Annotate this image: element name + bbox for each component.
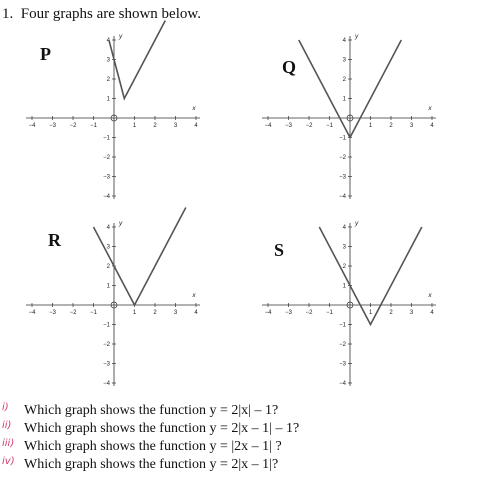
x-tick-label: 4 bbox=[194, 123, 198, 129]
question-list bbox=[0, 402, 477, 474]
x-tick-label: −2 bbox=[69, 310, 77, 316]
y-tick-label: 2 bbox=[342, 77, 346, 83]
handwritten-mark: iii) bbox=[2, 438, 15, 449]
y-tick-label: 1 bbox=[342, 283, 346, 290]
y-tick-label: −1 bbox=[103, 322, 110, 329]
x-axis-label: x bbox=[428, 105, 432, 112]
graph-label: R bbox=[48, 230, 61, 250]
x-tick-label: −4 bbox=[28, 123, 36, 129]
question-item bbox=[0, 420, 477, 438]
x-tick-label: 3 bbox=[173, 123, 178, 129]
question-item bbox=[0, 456, 477, 474]
question-text: Which graph shows the function y = |2x – 1| ? bbox=[24, 439, 282, 454]
x-tick-label: 2 bbox=[153, 123, 157, 129]
y-tick-label: 2 bbox=[106, 77, 110, 83]
y-tick-label: 4 bbox=[342, 38, 346, 44]
x-tick-label: −1 bbox=[90, 310, 97, 316]
graph-label: P bbox=[40, 44, 51, 64]
y-tick-label: −1 bbox=[339, 135, 346, 142]
y-tick-label: 3 bbox=[106, 244, 110, 251]
function-curve bbox=[94, 208, 186, 306]
x-tick-label: 3 bbox=[409, 310, 414, 316]
x-tick-label: 1 bbox=[132, 310, 137, 316]
question-number: 1. bbox=[2, 6, 14, 22]
y-tick-label: −1 bbox=[103, 135, 110, 142]
x-tick-label: 3 bbox=[173, 310, 178, 316]
question-text: Which graph shows the function y = 2|x – 1|? bbox=[24, 457, 279, 472]
y-tick-label: 4 bbox=[342, 225, 346, 231]
x-tick-label: 1 bbox=[368, 123, 373, 129]
x-tick-label: −2 bbox=[305, 310, 313, 316]
y-axis-label: y bbox=[355, 220, 359, 227]
y-tick-label: 1 bbox=[106, 283, 110, 290]
x-tick-label: 1 bbox=[368, 310, 373, 316]
y-tick-label: 1 bbox=[106, 96, 110, 103]
x-tick-label: 2 bbox=[389, 310, 393, 316]
graph-q bbox=[258, 30, 443, 205]
x-tick-label: −4 bbox=[264, 310, 272, 316]
handwritten-mark: i) bbox=[2, 402, 9, 413]
y-tick-label: −3 bbox=[103, 174, 110, 181]
y-tick-label: −4 bbox=[339, 194, 346, 200]
y-tick-label: −3 bbox=[339, 361, 346, 368]
y-axis-label: y bbox=[355, 33, 359, 40]
x-axis-label: x bbox=[192, 105, 196, 112]
handwritten-mark: ii) bbox=[2, 420, 12, 431]
x-tick-label: −1 bbox=[326, 123, 333, 129]
graph-r bbox=[22, 217, 207, 392]
x-tick-label: −2 bbox=[305, 123, 313, 129]
y-tick-label: −2 bbox=[103, 155, 110, 161]
graph-s bbox=[258, 217, 443, 392]
question-text: Which graph shows the function y = 2|x – 1| – 1? bbox=[24, 421, 300, 436]
x-axis-label: x bbox=[428, 292, 432, 299]
x-tick-label: −4 bbox=[28, 310, 36, 316]
question-text: Which graph shows the function y = 2|x| – 1? bbox=[24, 403, 279, 418]
y-tick-label: −2 bbox=[339, 342, 346, 348]
y-tick-label: −4 bbox=[103, 381, 110, 387]
y-tick-label: −3 bbox=[339, 174, 346, 181]
x-tick-label: −3 bbox=[285, 123, 292, 129]
x-tick-label: −1 bbox=[90, 123, 97, 129]
y-tick-label: −1 bbox=[339, 322, 346, 329]
y-axis-label: y bbox=[119, 220, 123, 227]
y-tick-label: 3 bbox=[342, 244, 346, 251]
graph-p bbox=[22, 30, 207, 205]
x-tick-label: −3 bbox=[49, 310, 56, 316]
graph-label: S bbox=[274, 240, 285, 260]
y-axis-label: y bbox=[119, 33, 123, 40]
y-tick-label: 1 bbox=[342, 96, 346, 103]
x-tick-label: −2 bbox=[69, 123, 77, 129]
x-tick-label: 1 bbox=[132, 123, 137, 129]
x-tick-label: −3 bbox=[49, 123, 56, 129]
x-tick-label: 2 bbox=[389, 123, 393, 129]
y-tick-label: −2 bbox=[339, 155, 346, 161]
question-intro: Four graphs are shown below. bbox=[20, 6, 201, 22]
y-tick-label: 3 bbox=[342, 57, 346, 64]
x-tick-label: 3 bbox=[409, 123, 414, 129]
y-tick-label: −3 bbox=[103, 361, 110, 368]
x-axis-label: x bbox=[192, 292, 196, 299]
graph-label: Q bbox=[282, 57, 297, 77]
y-tick-label: 3 bbox=[106, 57, 110, 64]
y-tick-label: 2 bbox=[342, 264, 346, 270]
question-item bbox=[0, 438, 477, 456]
function-curve bbox=[106, 21, 165, 99]
y-tick-label: −4 bbox=[103, 194, 110, 200]
handwritten-mark: iv) bbox=[2, 456, 15, 467]
y-tick-label: −4 bbox=[339, 381, 346, 387]
x-tick-label: −3 bbox=[285, 310, 292, 316]
x-tick-label: −1 bbox=[326, 310, 333, 316]
x-tick-label: −4 bbox=[264, 123, 272, 129]
x-tick-label: 4 bbox=[194, 310, 198, 316]
x-tick-label: 4 bbox=[430, 123, 434, 129]
y-tick-label: 4 bbox=[106, 225, 110, 231]
x-tick-label: 4 bbox=[430, 310, 434, 316]
y-tick-label: −2 bbox=[103, 342, 110, 348]
y-tick-label: 2 bbox=[106, 264, 110, 270]
y-tick-label: 4 bbox=[106, 38, 110, 44]
question-item bbox=[0, 402, 477, 420]
question-heading bbox=[2, 6, 201, 23]
graph-s-plot bbox=[258, 217, 443, 392]
x-tick-label: 2 bbox=[153, 310, 157, 316]
